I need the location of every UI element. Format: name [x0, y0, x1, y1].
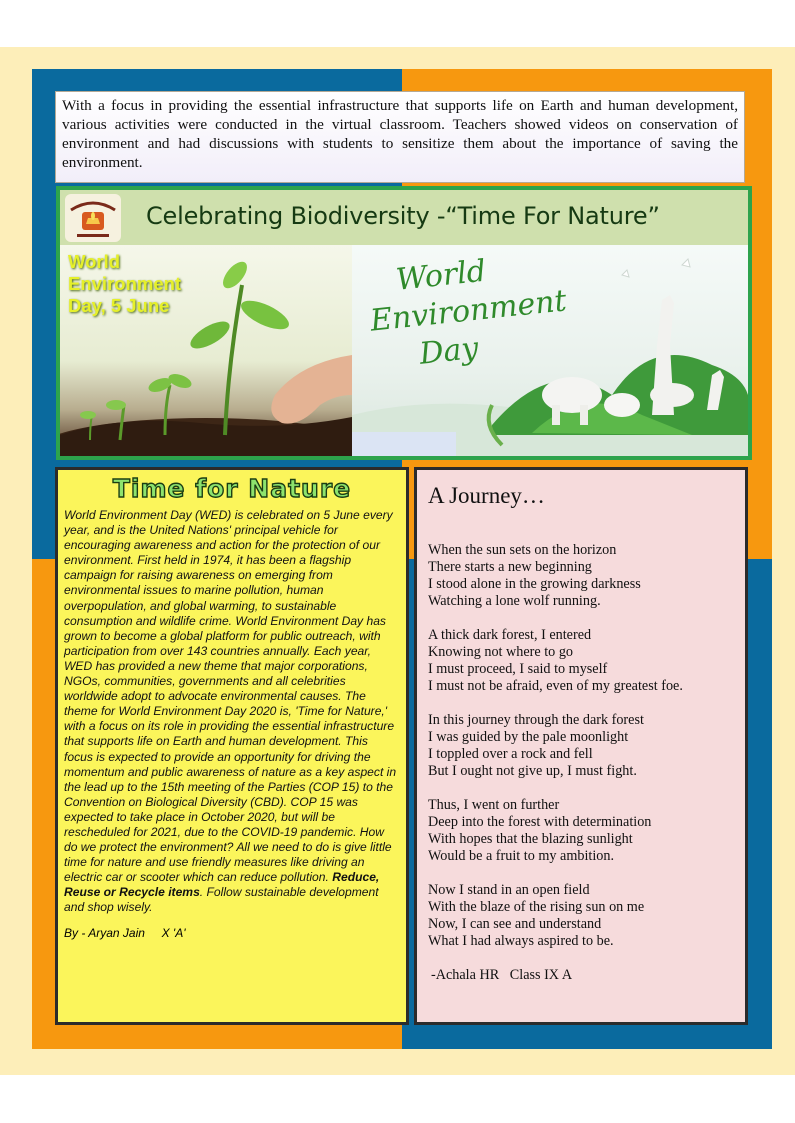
article-body [64, 508, 400, 916]
article-body-intro: World Environment Day (WED) is celebrated on 5 June every year, and is the United Nations' principal vehicle for encouraging awareness and action for the protection of our environment. First held in 1974, it has been a flagship campaign for raising awareness on emerging from environmental issues to marine pollution, human overpopulation, and global warming, to sustainable consumption and wildlife crime. World Environment Day has grown to become a global platform for public outreach, with participation from over 143 countries annually. Each year, WED has provided a new theme that major corporations, NGOs, communities, governments and all celebrities worldwide adopt to advocate environmental causes. The theme for World Environment Day 2020 is, 'Time for Nature,' with a focus on its role in providing the essential infrastructure that supports life on Earth and human development. This focus is expected to provide an opportunity for driving the momentum and public awareness of nature as a key aspect in the lead up to the 15th meeting of the Parties (COP 15) to the Convention on Biological Diversity (CBD). COP 15 was expected to take place in October 2020, but will be rescheduled for 2021, due to the COVID-19 pandemic. How do we protect the environment? All we need to do is give little time for nature and use friendly measures like driving an electric car or scooter which can reduce pollution. [64, 508, 397, 885]
article-title: Time for Nature [112, 474, 352, 503]
seedling-photo [60, 245, 352, 456]
banner-title: Celebrating Biodiversity -“Time For Nature” [146, 202, 660, 230]
time-for-nature-article [55, 467, 409, 1025]
poem-stanza: In this journey through the dark forest I was guided by the pale moonlight I toppled over a rock and fell But I ought not give up, I must fight. [428, 712, 644, 779]
poem-stanza: Now I stand in an open field With the blaze of the rising sun on me Now, I can see and understand What I had always aspired to be. [428, 882, 645, 949]
intro-paragraph: With a focus in providing the essential infrastructure that supports life on Earth and human development, various activities were conducted in the virtual classroom. Teachers showed videos on conservation of environment and had discussions with students to sensitize them about the importance of saving the environment. [55, 91, 745, 183]
world-environment-day-script: World Environment Day [368, 253, 569, 372]
article-byline: By - Aryan Jain X 'A' [64, 925, 186, 940]
poem-stanzas [423, 542, 739, 950]
poem-title: A Journey… [428, 483, 545, 508]
world-environment-day-caption: World Environment Day, 5 June [68, 251, 182, 316]
poem-stanza: A thick dark forest, I entered Knowing not where to go I must proceed, I said to myself I must not be afraid, even of my greatest foe. [428, 627, 683, 694]
journey-poem [414, 467, 748, 1025]
poem-author: -Achala HR Class IX A [431, 967, 573, 983]
article-body-bold: Reduce, Reuse or Recycle items [64, 870, 380, 900]
banner-header [60, 190, 748, 245]
school-logo-icon [65, 194, 121, 242]
wildlife-illustration [352, 245, 748, 456]
decorative-strip [352, 432, 456, 456]
poem-stanza: When the sun sets on the horizon There starts a new beginning I stood alone in the growing darkness Watching a lone wolf running. [428, 542, 641, 609]
article-body-end: . Follow sustainable development and shop wisely. [64, 885, 379, 915]
poem-stanza: Thus, I went on further Deep into the forest with determination With hopes that the blazing sunlight Would be a fruit to my ambition. [428, 797, 652, 864]
biodiversity-banner [56, 186, 752, 460]
